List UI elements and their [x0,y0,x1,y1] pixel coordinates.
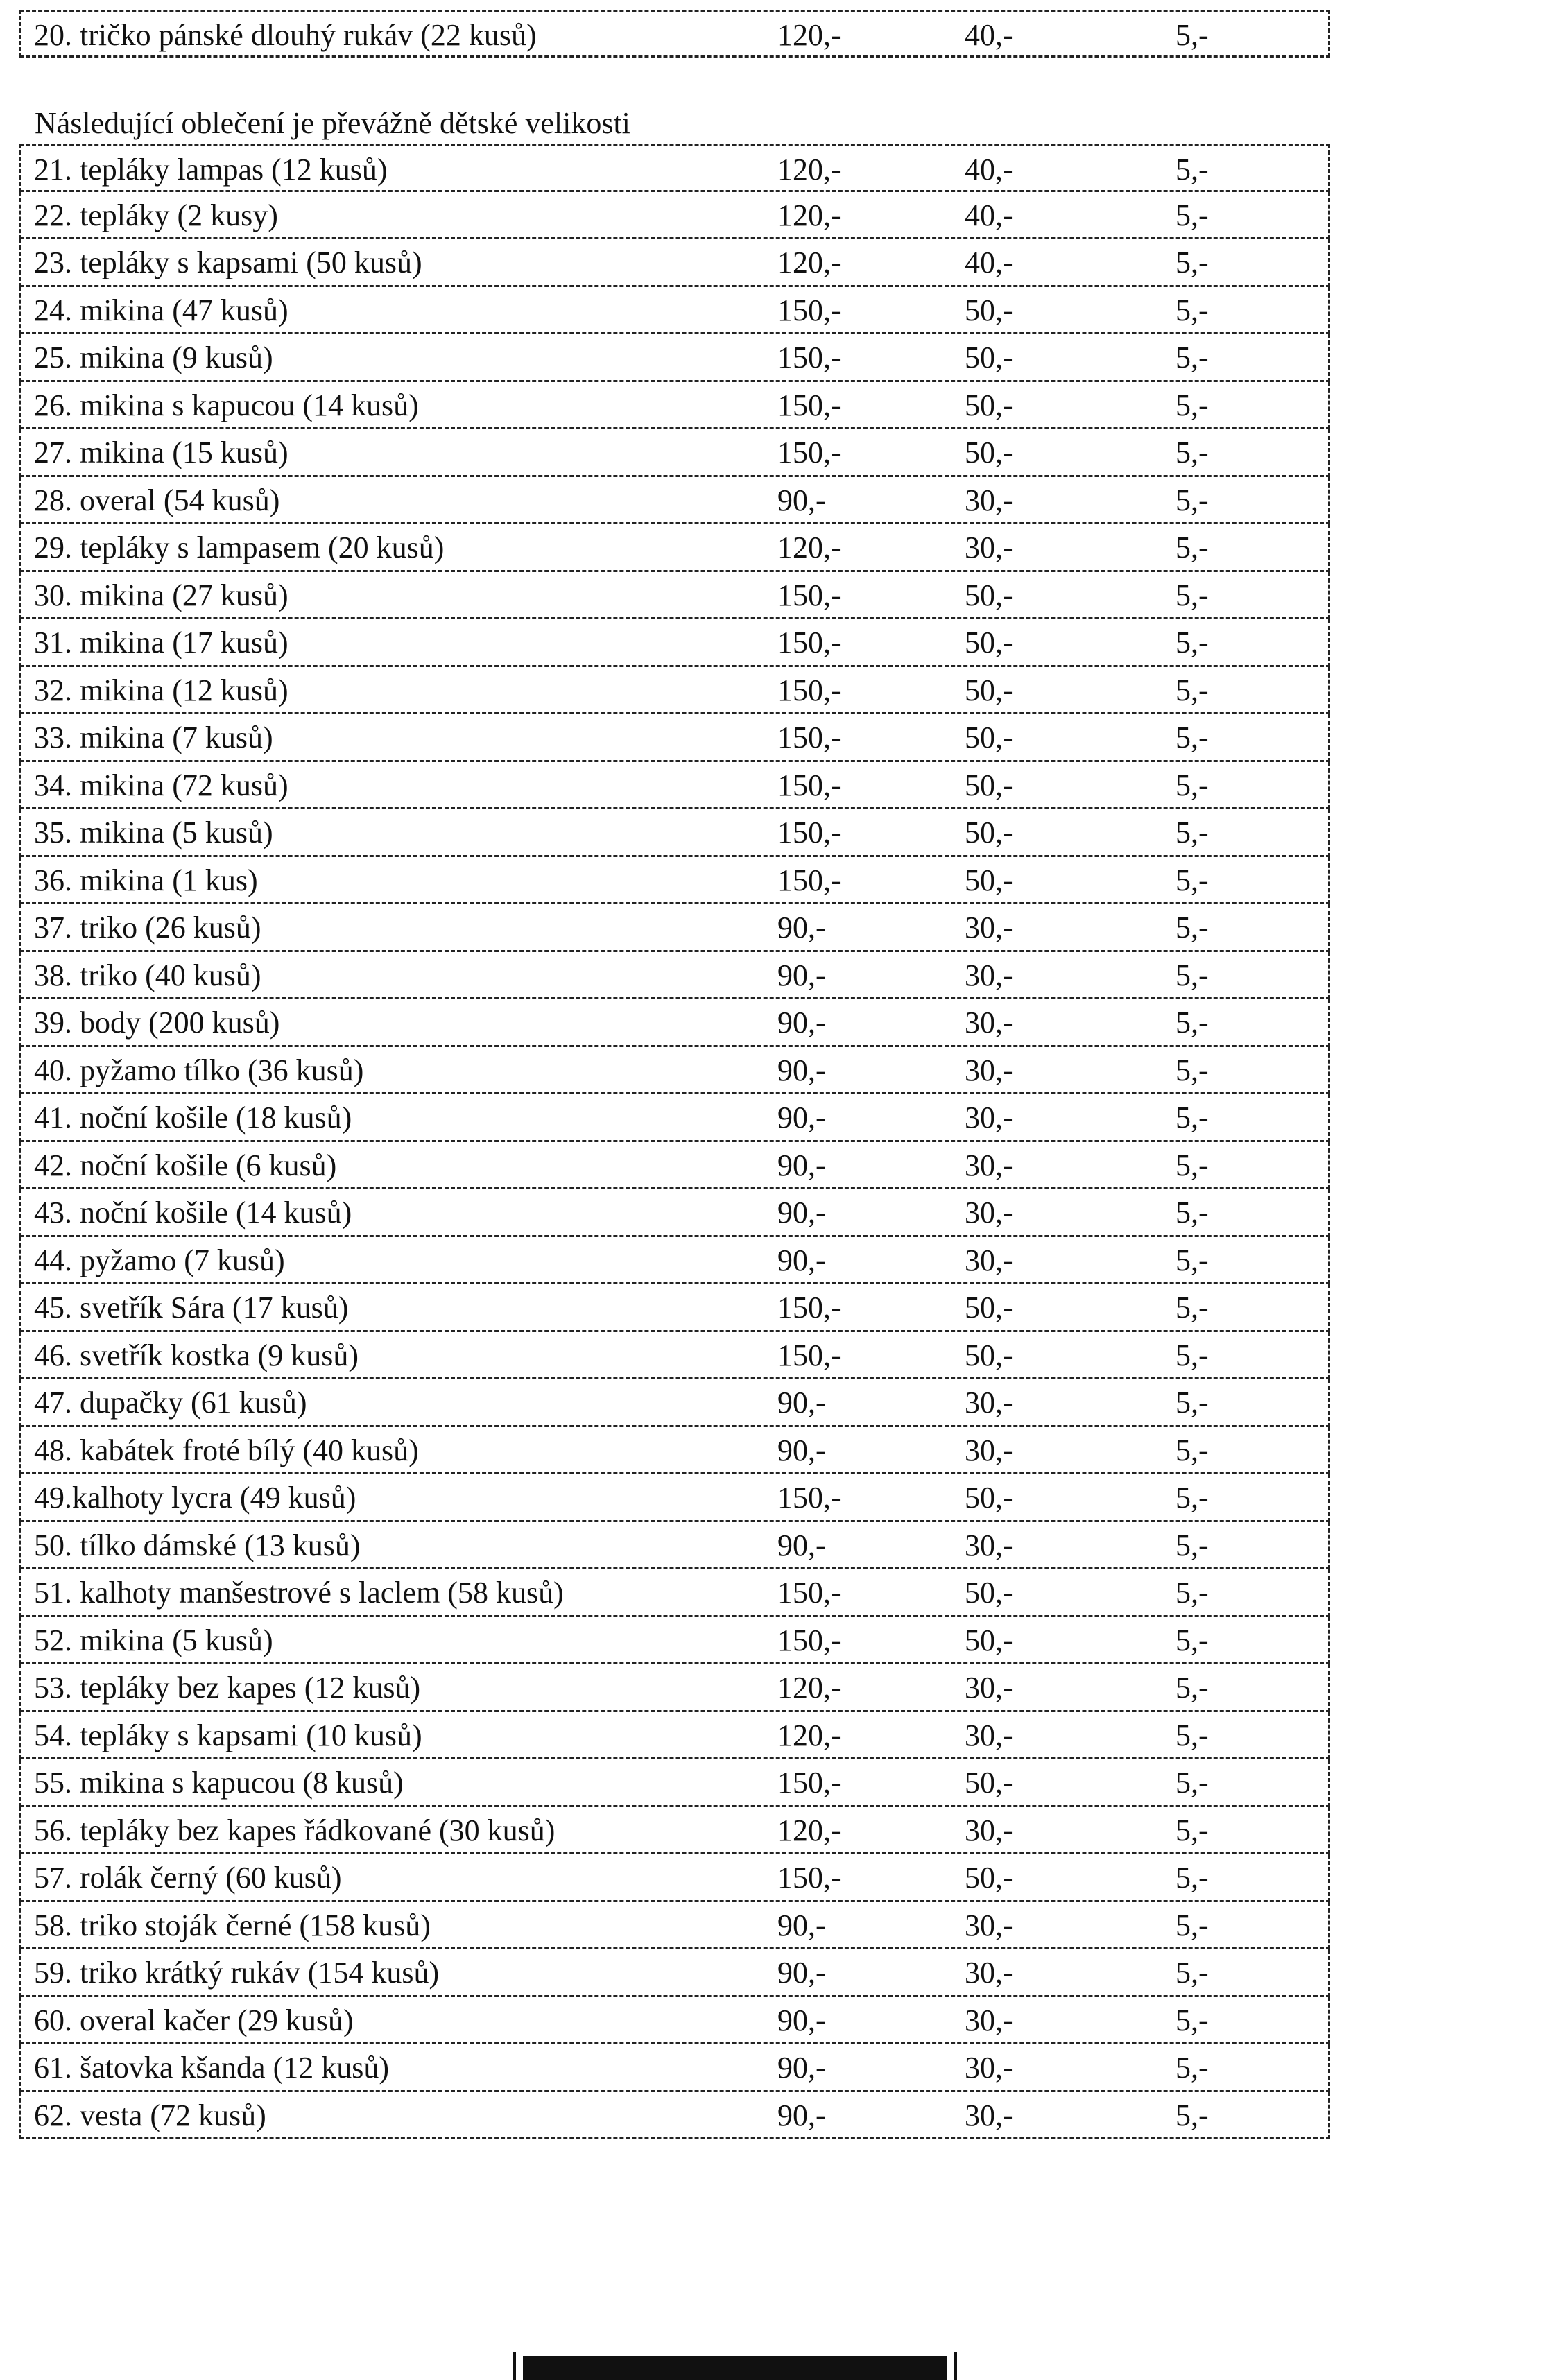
item-price-1: 120,- [777,1671,841,1705]
item-price-1: 150,- [777,816,841,850]
item-price-2: 50,- [965,1623,1013,1657]
item-price-1: 150,- [777,436,841,469]
item-name: 53. tepláky bez kapes (12 kusů) [34,1671,421,1705]
item-price-3: 5,- [1175,1006,1209,1040]
table-row [19,999,1330,1047]
section-heading: Následující oblečení je převážně dětské velikosti [35,106,630,140]
table-row [19,334,1330,382]
item-price-1: 150,- [777,863,841,897]
item-price-2: 50,- [965,626,1013,659]
item-price-2: 30,- [965,911,1013,945]
item-price-3: 5,- [1175,958,1209,992]
item-price-1: 150,- [777,673,841,707]
table-row [19,714,1330,762]
item-name: 44. pyžamo (7 kusů) [34,1243,285,1277]
item-price-1: 150,- [777,1338,841,1372]
item-price-2: 30,- [965,531,1013,564]
item-price-2: 50,- [965,1861,1013,1895]
item-price-2: 30,- [965,1908,1013,1942]
item-name: 20. tričko pánské dlouhý rukáv (22 kusů) [34,18,537,52]
item-price-1: 150,- [777,768,841,802]
item-name: 24. mikina (47 kusů) [34,293,288,327]
table-row [19,239,1330,287]
item-price-3: 5,- [1175,1148,1209,1182]
item-price-1: 90,- [777,1196,826,1230]
item-name: 36. mikina (1 kus) [34,863,258,897]
item-price-3: 5,- [1175,1861,1209,1895]
item-price-3: 5,- [1175,1433,1209,1467]
table-row [19,287,1330,335]
item-price-3: 5,- [1175,436,1209,469]
item-price-1: 150,- [777,578,841,612]
item-name: 40. pyžamo tílko (36 kusů) [34,1053,364,1087]
item-price-3: 5,- [1175,483,1209,517]
item-price-3: 5,- [1175,1053,1209,1087]
item-name: 23. tepláky s kapsami (50 kusů) [34,245,422,279]
item-price-3: 5,- [1175,1196,1209,1230]
item-price-3: 5,- [1175,1576,1209,1610]
item-price-1: 90,- [777,1956,826,1990]
table-row [19,1522,1330,1570]
table-row [19,2044,1330,2092]
item-name: 54. tepláky s kapsami (10 kusů) [34,1718,422,1752]
table-row [19,1094,1330,1142]
item-price-3: 5,- [1175,340,1209,374]
item-price-1: 90,- [777,2098,826,2132]
table-row [19,1189,1330,1237]
item-price-3: 5,- [1175,1956,1209,1990]
item-price-2: 30,- [965,1671,1013,1705]
item-price-1: 150,- [777,388,841,422]
item-price-3: 5,- [1175,673,1209,707]
item-price-3: 5,- [1175,1908,1209,1942]
item-price-2: 30,- [965,1386,1013,1420]
item-price-3: 5,- [1175,863,1209,897]
item-name: 52. mikina (5 kusů) [34,1623,273,1657]
item-name: 46. svetřík kostka (9 kusů) [34,1338,359,1372]
item-price-3: 5,- [1175,293,1209,327]
item-name: 39. body (200 kusů) [34,1006,280,1040]
table-row [19,429,1330,477]
table-row [19,1332,1330,1380]
item-price-2: 50,- [965,340,1013,374]
item-name: 35. mikina (5 kusů) [34,816,273,850]
table-row [19,1379,1330,1427]
table-row [19,667,1330,715]
item-name: 33. mikina (7 kusů) [34,721,273,754]
item-name: 51. kalhoty manšestrové s laclem (58 kusů) [34,1576,564,1610]
item-price-2: 30,- [965,1006,1013,1040]
item-price-3: 5,- [1175,388,1209,422]
item-price-1: 150,- [777,721,841,754]
table-row [19,1902,1330,1950]
item-name: 38. triko (40 kusů) [34,958,261,992]
item-price-3: 5,- [1175,1101,1209,1135]
item-name: 28. overal (54 kusů) [34,483,280,517]
item-name: 55. mikina s kapucou (8 kusů) [34,1766,404,1800]
table-row [19,382,1330,430]
item-price-1: 120,- [777,153,841,187]
item-name: 60. overal kačer (29 kusů) [34,2003,354,2037]
item-price-2: 40,- [965,153,1013,187]
item-price-2: 30,- [965,1196,1013,1230]
item-price-1: 90,- [777,1386,826,1420]
item-price-1: 150,- [777,1481,841,1515]
item-name: 62. vesta (72 kusů) [34,2098,266,2132]
item-price-1: 90,- [777,1006,826,1040]
item-name: 49.kalhoty lycra (49 kusů) [34,1481,356,1515]
table-row [19,1047,1330,1095]
item-price-1: 90,- [777,1528,826,1562]
item-price-2: 50,- [965,578,1013,612]
table-row [19,1569,1330,1617]
table-row [19,952,1330,1000]
table-row [19,1474,1330,1522]
item-price-2: 40,- [965,198,1013,232]
item-price-3: 5,- [1175,1338,1209,1372]
item-name: 25. mikina (9 kusů) [34,340,273,374]
table-row [19,809,1330,857]
item-name: 21. tepláky lampas (12 kusů) [34,153,388,187]
table-row [19,1617,1330,1665]
item-price-3: 5,- [1175,768,1209,802]
item-price-3: 5,- [1175,1623,1209,1657]
item-name: 37. triko (26 kusů) [34,911,261,945]
item-price-1: 150,- [777,293,841,327]
item-price-1: 90,- [777,958,826,992]
item-price-2: 50,- [965,388,1013,422]
item-price-3: 5,- [1175,1813,1209,1847]
table-row [19,1997,1330,2045]
item-name: 30. mikina (27 kusů) [34,578,288,612]
item-price-1: 90,- [777,1433,826,1467]
item-name: 58. triko stoják černé (158 kusů) [34,1908,431,1942]
item-price-3: 5,- [1175,153,1209,187]
item-name: 57. rolák černý (60 kusů) [34,1861,342,1895]
item-price-1: 120,- [777,1718,841,1752]
table-row [19,1949,1330,1997]
table-row [19,1664,1330,1712]
item-price-2: 50,- [965,1338,1013,1372]
item-price-2: 30,- [965,1813,1013,1847]
item-name: 61. šatovka kšanda (12 kusů) [34,2051,390,2085]
item-name: 48. kabátek froté bílý (40 kusů) [34,1433,419,1467]
item-price-3: 5,- [1175,721,1209,754]
item-price-3: 5,- [1175,1528,1209,1562]
item-name: 31. mikina (17 kusů) [34,626,288,659]
item-price-2: 50,- [965,1576,1013,1610]
item-price-1: 120,- [777,18,841,52]
item-price-2: 50,- [965,293,1013,327]
item-price-3: 5,- [1175,531,1209,564]
item-price-3: 5,- [1175,816,1209,850]
item-price-2: 30,- [965,1101,1013,1135]
item-price-1: 120,- [777,531,841,564]
item-price-1: 150,- [777,340,841,374]
item-price-3: 5,- [1175,1481,1209,1515]
item-price-1: 150,- [777,626,841,659]
item-price-1: 90,- [777,1148,826,1182]
item-price-2: 50,- [965,816,1013,850]
item-price-3: 5,- [1175,2003,1209,2037]
table-row [19,1237,1330,1285]
item-name: 29. tepláky s lampasem (20 kusů) [34,531,445,564]
item-name: 59. triko krátký rukáv (154 kusů) [34,1956,440,1990]
item-price-1: 150,- [777,1291,841,1325]
item-name: 47. dupačky (61 kusů) [34,1386,307,1420]
table-row [19,857,1330,905]
item-price-1: 150,- [777,1576,841,1610]
item-price-1: 90,- [777,1053,826,1087]
item-price-2: 30,- [965,1053,1013,1087]
item-price-1: 90,- [777,2051,826,2085]
item-price-2: 40,- [965,18,1013,52]
item-price-1: 90,- [777,1101,826,1135]
item-name: 45. svetřík Sára (17 kusů) [34,1291,349,1325]
item-price-1: 120,- [777,198,841,232]
table-row [19,1807,1330,1855]
table-row [19,1427,1330,1475]
item-name: 43. noční košile (14 kusů) [34,1196,352,1230]
item-price-2: 30,- [965,2003,1013,2037]
item-name: 27. mikina (15 kusů) [34,436,288,469]
item-price-2: 30,- [965,2051,1013,2085]
item-price-3: 5,- [1175,578,1209,612]
item-price-2: 40,- [965,245,1013,279]
item-price-2: 30,- [965,1718,1013,1752]
table-row [19,1712,1330,1760]
item-price-1: 120,- [777,1813,841,1847]
table-row [19,619,1330,667]
item-price-2: 50,- [965,721,1013,754]
item-price-3: 5,- [1175,198,1209,232]
item-price-2: 50,- [965,768,1013,802]
item-price-3: 5,- [1175,1671,1209,1705]
item-price-2: 50,- [965,863,1013,897]
table-row [19,144,1330,192]
item-price-3: 5,- [1175,18,1209,52]
table-row [19,1142,1330,1190]
item-name: 26. mikina s kapucou (14 kusů) [34,388,419,422]
item-price-1: 150,- [777,1623,841,1657]
item-price-2: 50,- [965,1291,1013,1325]
item-price-2: 50,- [965,1766,1013,1800]
item-price-3: 5,- [1175,1718,1209,1752]
table-row [19,524,1330,572]
item-price-1: 90,- [777,1243,826,1277]
item-price-3: 5,- [1175,245,1209,279]
item-price-2: 30,- [965,1528,1013,1562]
item-price-3: 5,- [1175,1386,1209,1420]
item-name: 34. mikina (72 kusů) [34,768,288,802]
item-price-2: 50,- [965,1481,1013,1515]
item-price-1: 90,- [777,1908,826,1942]
item-price-2: 30,- [965,1956,1013,1990]
table-row [19,2092,1330,2140]
item-name: 50. tílko dámské (13 kusů) [34,1528,361,1562]
item-price-1: 90,- [777,911,826,945]
item-price-3: 5,- [1175,911,1209,945]
item-name: 41. noční košile (18 kusů) [34,1101,352,1135]
item-name: 56. tepláky bez kapes řádkované (30 kusů) [34,1813,555,1847]
item-price-2: 30,- [965,1148,1013,1182]
item-price-1: 120,- [777,245,841,279]
table-row [19,1759,1330,1807]
item-price-2: 50,- [965,673,1013,707]
item-price-2: 30,- [965,1243,1013,1277]
table-row [19,192,1330,240]
table-row [19,572,1330,620]
item-price-1: 90,- [777,483,826,517]
item-price-2: 30,- [965,1433,1013,1467]
item-price-2: 50,- [965,436,1013,469]
items-table [19,144,1330,2139]
item-price-1: 90,- [777,2003,826,2037]
item-price-3: 5,- [1175,2051,1209,2085]
item-price-3: 5,- [1175,1766,1209,1800]
table-row [19,762,1330,810]
stamp-bar [513,2352,957,2380]
table-row [19,1284,1330,1332]
item-name: 32. mikina (12 kusů) [34,673,288,707]
table-row [19,10,1330,58]
item-price-3: 5,- [1175,1291,1209,1325]
item-name: 22. tepláky (2 kusy) [34,198,278,232]
item-price-3: 5,- [1175,1243,1209,1277]
item-price-3: 5,- [1175,626,1209,659]
item-price-2: 30,- [965,483,1013,517]
table-row [19,477,1330,525]
table-row [19,1854,1330,1902]
first-item-table [19,10,1330,58]
item-name: 42. noční košile (6 kusů) [34,1148,337,1182]
item-price-3: 5,- [1175,2098,1209,2132]
item-price-2: 30,- [965,2098,1013,2132]
table-row [19,904,1330,952]
item-price-1: 150,- [777,1861,841,1895]
item-price-2: 30,- [965,958,1013,992]
item-price-1: 150,- [777,1766,841,1800]
